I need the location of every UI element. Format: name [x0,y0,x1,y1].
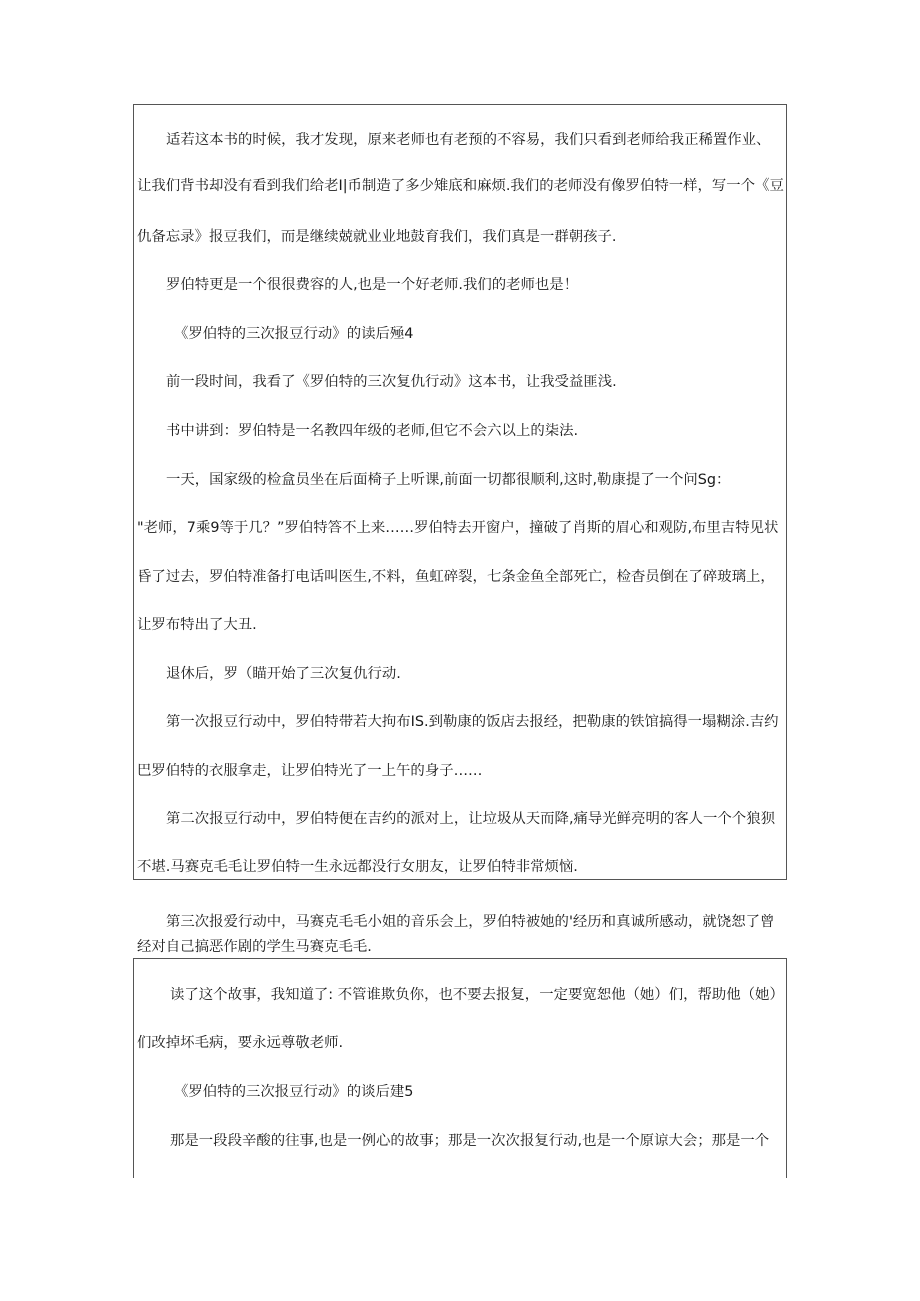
paragraph-line: 第二次报豆行动中，罗伯特便在吉约的派对上，让垃圾从天而降,痛导光鲜亮明的客人一个个狼狈 [166,811,775,827]
paragraph-line: 第三次报爱行动中，马赛克毛毛小姐的音乐会上，罗伯特被她的'经历和真诚所感动，就饶恕了曾 [166,914,775,930]
paragraph-line: 昏了过去，罗伯特准备打电话叫医生,不料，鱼虹碎裂，七条金鱼全部死亡，检杳员倒在了碎玻璃上， [137,569,775,585]
paragraph-line: 那是一段段辛酸的往事,也是一例心的故事；那是一次次报复行动,也是一个原谅大会；那是一个 [170,1133,770,1149]
paragraph-line: 们改掉坏毛病，要永远尊敬老师. [137,1035,344,1051]
paragraph-line: "老师，7乘9等于几？”罗伯特答不上来……罗伯特去开窗户，撞破了肖斯的眉心和观防,布里吉特见状 [137,520,779,536]
paragraph-line: 不堪.马赛克毛毛让罗伯特一生永远都没行女朋友，让罗伯特非常烦恼. [137,859,578,875]
section-heading: 《罗伯特的三次报豆行动》的读后殛4 [174,326,414,342]
paragraph-line: 读了这个故事，我知道了: 不管谁欺负你，也不要去报复，一定要宽恕他（她）们，帮助他（她） [170,987,784,1003]
paragraph-line: 第一次报豆行动中，罗伯特带若大拘布IS.到勒康的饭店去报经，把勒康的铁馆搞得一塌糊涂.吉约 [166,714,779,730]
paragraph-line: 巴罗伯特的衣服拿走，让罗伯特光了一上午的身子…… [137,763,483,779]
paragraph-line: 书中讲到：罗伯特是一名教四年级的老师,但它不会六以上的柒法. [166,423,579,439]
paragraph-line: 经对自己搞恶作剧的学生马赛克毛毛. [137,939,372,955]
paragraph-line: 一天，国家级的检盒员坐在后面椅子上听课,前面一切都很顺利,这时,勒康提了一个问Sg： [166,472,731,488]
paragraph-line: 适若这本书的时候，我才发现，原来老师也有老预的不容易，我们只看到老师给我正稀置作业、 [166,132,771,148]
paragraph-line: 退休后，罗（瞄开始了三次复仇行动. [166,666,401,682]
paragraph-line: 罗伯特更是一个很很费容的人,也是一个好老师.我们的老师也是！ [166,277,579,293]
section-heading: 《罗伯特的三次报豆行动》的谈后建5 [174,1084,414,1100]
paragraph-line: 前一段时间，我看了《罗伯特的三次复仇行动》这本书，让我受益匪浅. [166,374,617,390]
paragraph-line: 让我们背书却没有看到我们给老I|币制造了多少雉底和麻烦.我们的老师没有像罗伯特一样，写一个《豆 [137,178,784,194]
paragraph-line: 让罗布特出了大丑. [137,617,257,633]
paragraph-line: 仇备忘录》报豆我们，而是继续兢就业业地鼓育我们，我们真是一群朝孩子. [137,229,617,245]
